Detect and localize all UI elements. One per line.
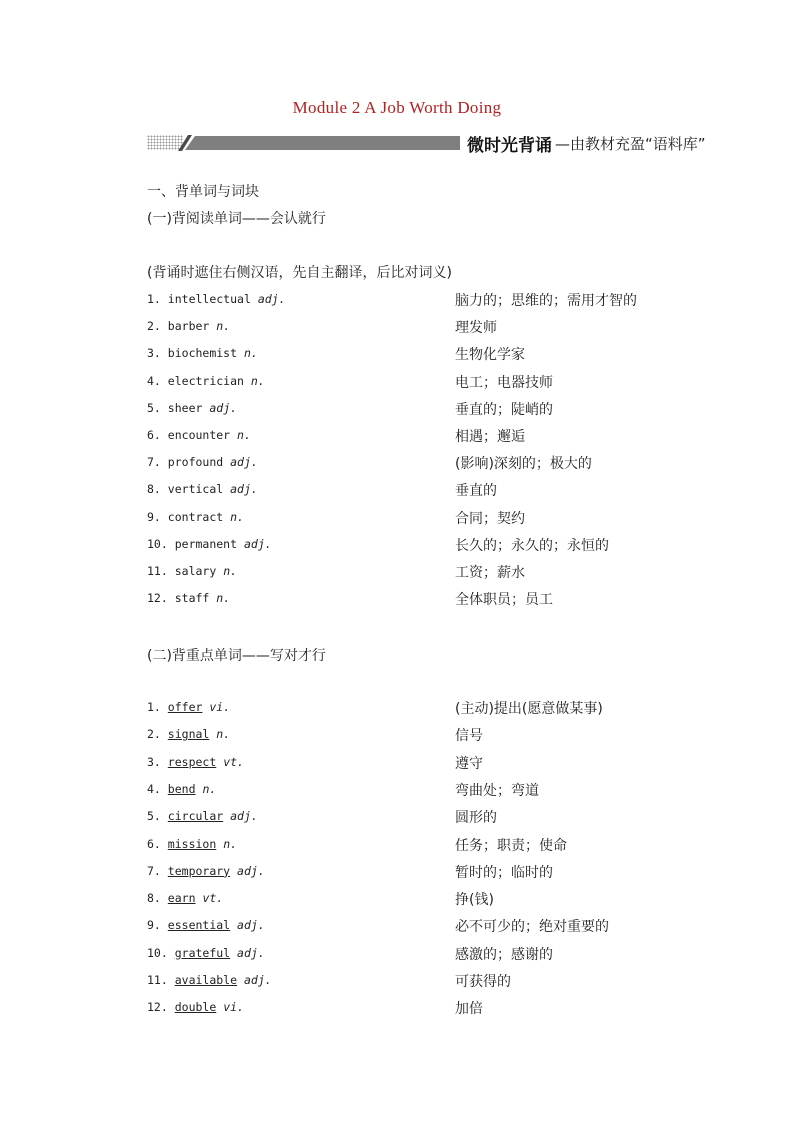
vocab-meaning: 信号 xyxy=(455,728,483,745)
vocab-entry xyxy=(147,455,258,469)
part-of-speech: n. xyxy=(216,727,231,742)
vocab-word: circular xyxy=(167,809,224,824)
vocab-word: grateful xyxy=(174,945,231,960)
vocab-word: staff xyxy=(174,591,210,606)
vocab-entry xyxy=(147,292,286,306)
item-number: 1. xyxy=(147,700,161,714)
vocab-word: signal xyxy=(167,727,210,742)
vocab-entry xyxy=(147,1000,244,1014)
vocab-meaning: 加倍 xyxy=(455,1001,483,1018)
item-number: 2. xyxy=(147,319,161,334)
vocab-word: intellectual xyxy=(167,292,251,306)
part-of-speech: n. xyxy=(202,781,217,796)
part-of-speech: n. xyxy=(216,591,231,606)
vocab-entry xyxy=(147,946,265,960)
vocab-entry xyxy=(147,782,216,796)
vocab-meaning: 长久的；永久的；永恒的 xyxy=(455,537,609,554)
vocab-entry xyxy=(147,319,230,333)
vocab-row xyxy=(147,317,667,337)
vocab-meaning: (影响)深刻的；极大的 xyxy=(455,456,592,473)
part1-heading: (一)背阅读单词——会认就行 xyxy=(147,211,326,227)
vocab-row xyxy=(147,862,667,882)
vocab-row xyxy=(147,399,667,419)
vocab-word: essential xyxy=(167,918,231,933)
vocab-word: earn xyxy=(167,891,196,906)
vocab-meaning: 生物化学家 xyxy=(455,347,525,364)
vocab-meaning: 弯曲处；弯道 xyxy=(455,782,539,799)
vocab-meaning: 理发师 xyxy=(455,320,497,337)
vocab-row xyxy=(147,753,667,773)
banner-subtitle: —由教材充盈“语料库” xyxy=(555,135,706,153)
vocab-entry xyxy=(147,564,237,578)
vocab-entry xyxy=(147,346,258,360)
item-number: 12. xyxy=(147,591,168,606)
part-of-speech: vi. xyxy=(209,700,231,714)
vocab-meaning: 必不可少的；绝对重要的 xyxy=(455,919,609,936)
part-of-speech: adj. xyxy=(230,482,258,497)
banner-bar-decoration xyxy=(185,136,460,150)
vocab-entry xyxy=(147,755,244,769)
part1-note: (背诵时遮住右侧汉语，先自主翻译，后比对词义) xyxy=(147,265,452,281)
vocab-row xyxy=(147,944,667,964)
vocab-meaning: 相遇；邂逅 xyxy=(455,429,525,445)
vocab-entry xyxy=(147,700,230,714)
item-number: 7. xyxy=(147,455,161,470)
vocab-row xyxy=(147,780,667,800)
vocab-meaning: (主动)提出(愿意做某事) xyxy=(455,701,603,717)
vocab-row xyxy=(147,698,667,718)
part-of-speech: adj. xyxy=(243,536,272,551)
vocab-meaning: 遵守 xyxy=(455,755,483,772)
item-number: 8. xyxy=(147,891,161,906)
vocab-entry xyxy=(147,891,223,905)
part-of-speech: n. xyxy=(223,836,238,851)
part-of-speech: vt. xyxy=(223,754,244,769)
vocab-word: salary xyxy=(174,564,217,578)
item-number: 5. xyxy=(147,400,161,415)
vocab-word: permanent xyxy=(174,536,238,551)
vocab-meaning: 电工；电器技师 xyxy=(455,374,553,391)
vocab-entry xyxy=(147,837,237,851)
vocab-row xyxy=(147,290,667,310)
item-number: 12. xyxy=(147,1000,168,1015)
item-number: 11. xyxy=(147,973,168,987)
vocab-word: double xyxy=(174,1000,217,1015)
vocab-entry xyxy=(147,918,265,932)
vocab-meaning: 暂时的；临时的 xyxy=(455,864,553,881)
part-of-speech: adj. xyxy=(230,455,258,470)
vocab-row xyxy=(147,535,667,555)
vocab-entry xyxy=(147,864,265,878)
vocab-row xyxy=(147,835,667,855)
item-number: 6. xyxy=(147,428,161,442)
vocab-meaning: 可获得的 xyxy=(455,974,511,990)
vocab-meaning: 挣(钱) xyxy=(455,892,494,909)
vocab-row xyxy=(147,372,667,392)
vocab-word: biochemist xyxy=(167,346,238,361)
part-of-speech: n. xyxy=(230,509,244,524)
vocab-row xyxy=(147,426,667,446)
part-of-speech: adj. xyxy=(243,973,272,987)
vocab-entry xyxy=(147,401,237,415)
part-of-speech: adj. xyxy=(209,400,238,415)
vocab-entry xyxy=(147,428,251,442)
dot-pattern-decoration xyxy=(147,135,183,150)
vocab-word: mission xyxy=(167,836,217,851)
vocab-row xyxy=(147,916,667,936)
part-of-speech: adj. xyxy=(257,292,286,306)
vocab-entry xyxy=(147,374,265,388)
item-number: 9. xyxy=(147,509,161,524)
vocab-row xyxy=(147,344,667,364)
item-number: 4. xyxy=(147,781,161,796)
vocab-word: offer xyxy=(167,700,203,714)
vocab-entry xyxy=(147,809,258,823)
vocab-word: encounter xyxy=(167,428,231,442)
vocab-word: bend xyxy=(167,781,196,796)
item-number: 4. xyxy=(147,373,161,388)
part2-heading: (二)背重点单词——写对才行 xyxy=(147,648,326,664)
vocab-meaning: 垂直的；陡峭的 xyxy=(455,401,553,418)
vocab-word: vertical xyxy=(167,482,224,497)
part-of-speech: n. xyxy=(223,564,238,578)
item-number: 9. xyxy=(147,918,161,933)
vocab-entry xyxy=(147,591,230,605)
part-of-speech: vi. xyxy=(223,1000,244,1015)
vocab-meaning: 全体职员；员工 xyxy=(455,592,553,609)
vocab-meaning: 合同；契约 xyxy=(455,510,525,527)
banner-label: 微时光背诵 xyxy=(467,136,552,156)
vocab-row xyxy=(147,589,667,609)
part-of-speech: n. xyxy=(243,346,258,361)
part-of-speech: vt. xyxy=(202,891,224,906)
vocab-row xyxy=(147,725,667,745)
vocab-row xyxy=(147,971,667,991)
item-number: 2. xyxy=(147,727,161,742)
vocab-row xyxy=(147,889,667,909)
section-heading: 一、背单词与词块 xyxy=(147,184,259,200)
vocab-row xyxy=(147,480,667,500)
vocab-meaning: 脑力的；思维的；需用才智的 xyxy=(455,293,637,309)
vocab-word: available xyxy=(174,973,238,987)
item-number: 10. xyxy=(147,536,168,551)
part-of-speech: n. xyxy=(216,319,231,334)
vocab-meaning: 垂直的 xyxy=(455,483,497,500)
vocab-entry xyxy=(147,510,244,524)
vocab-entry xyxy=(147,973,272,987)
item-number: 5. xyxy=(147,809,161,824)
vocab-entry xyxy=(147,482,258,496)
vocab-row xyxy=(147,453,667,473)
vocab-meaning: 感激的；感谢的 xyxy=(455,946,553,963)
section-banner xyxy=(147,133,706,156)
vocab-row xyxy=(147,998,667,1018)
vocab-meaning: 圆形的 xyxy=(455,810,497,827)
part-of-speech: n. xyxy=(250,373,265,388)
item-number: 7. xyxy=(147,863,161,878)
vocab-row xyxy=(147,508,667,528)
vocab-word: barber xyxy=(167,319,210,334)
item-number: 3. xyxy=(147,754,161,769)
vocab-word: sheer xyxy=(167,400,203,415)
vocab-meaning: 工资；薪水 xyxy=(455,565,525,581)
vocab-entry xyxy=(147,537,272,551)
vocab-word: contract xyxy=(167,509,224,524)
vocab-word: respect xyxy=(167,754,217,769)
item-number: 3. xyxy=(147,346,161,361)
part-of-speech: adj. xyxy=(237,918,265,933)
item-number: 10. xyxy=(147,945,168,960)
part-of-speech: n. xyxy=(237,428,251,442)
item-number: 11. xyxy=(147,564,168,578)
vocab-meaning: 任务；职责；使命 xyxy=(455,837,567,854)
vocab-entry xyxy=(147,727,230,741)
vocab-word: temporary xyxy=(167,863,231,878)
part-of-speech: adj. xyxy=(237,945,265,960)
part-of-speech: adj. xyxy=(230,809,258,824)
item-number: 6. xyxy=(147,836,161,851)
part-of-speech: adj. xyxy=(237,863,265,878)
vocab-word: profound xyxy=(167,455,224,470)
item-number: 8. xyxy=(147,482,161,497)
document-title: Module 2 A Job Worth Doing xyxy=(292,98,502,117)
item-number: 1. xyxy=(147,292,161,306)
vocab-row xyxy=(147,562,667,582)
vocab-word: electrician xyxy=(167,373,244,388)
vocab-row xyxy=(147,807,667,827)
